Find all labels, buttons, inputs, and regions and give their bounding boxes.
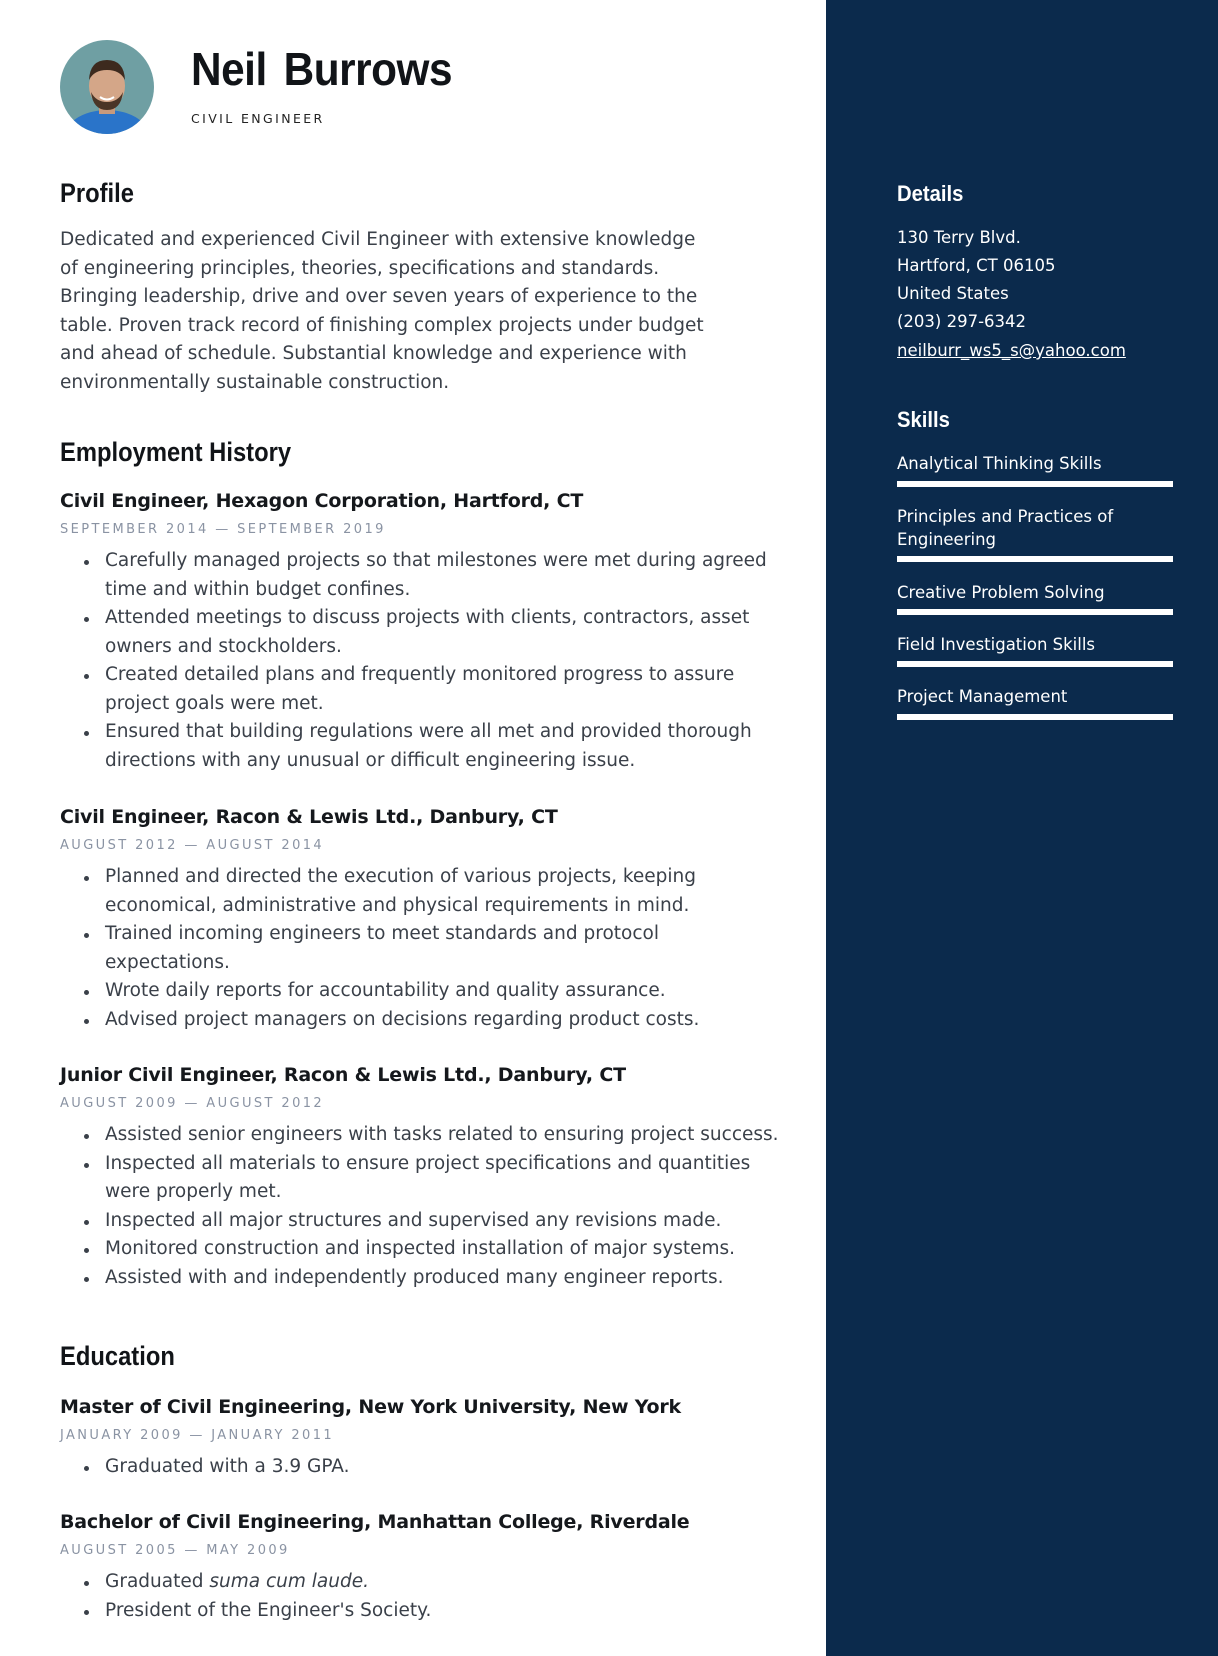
list-item: Assisted senior engineers with tasks related to ensuring project success.	[105, 1121, 785, 1150]
skill-bar-fill	[897, 661, 1173, 667]
bullet-italic-text: suma cum laude.	[209, 1571, 369, 1592]
education-heading: Education	[60, 1341, 175, 1371]
skill-label: Field Investigation Skills	[897, 635, 1096, 654]
skill-bar-fill	[897, 556, 1173, 562]
skill-bar	[897, 481, 1173, 487]
candidate-name: Neil Burrows	[191, 43, 453, 95]
details-heading: Details	[897, 181, 964, 206]
phone-number: (203) 297-6342	[897, 312, 1027, 331]
skill-bar	[897, 609, 1173, 615]
list-item: Attended meetings to discuss projects with clients, contractors, asset owners and stockholders.	[105, 604, 785, 661]
list-item: Assisted with and independently produced many engineer reports.	[105, 1264, 785, 1293]
job-dates: SEPTEMBER 2014 — SEPTEMBER 2019	[60, 522, 386, 537]
bullet-text: Graduated	[105, 1571, 210, 1592]
job-dates: AUGUST 2012 — AUGUST 2014	[60, 838, 325, 853]
job-dates: AUGUST 2009 — AUGUST 2012	[60, 1096, 325, 1111]
list-item	[105, 1568, 760, 1597]
skills-heading: Skills	[897, 407, 950, 432]
skill-bar-fill	[897, 481, 1173, 487]
job-entry	[60, 806, 760, 1034]
sidebar	[826, 0, 1218, 1656]
list-item: Advised project managers on decisions regarding product costs.	[105, 1006, 745, 1035]
job-bullets	[60, 547, 785, 775]
skill-label: Creative Problem Solving	[897, 583, 1105, 602]
education-title-line: Bachelor of Civil Engineering, Manhattan College, Riverdale	[60, 1511, 690, 1533]
skill-bar	[897, 661, 1173, 667]
email-link[interactable]: neilburr_ws5_s@yahoo.com	[897, 341, 1126, 360]
job-title-line: Civil Engineer, Racon & Lewis Ltd., Danbury, CT	[60, 806, 558, 828]
employment-heading: Employment History	[60, 437, 292, 467]
skill-label: Principles and Practices of Engineering	[897, 507, 1114, 549]
skill-label: Analytical Thinking Skills	[897, 454, 1102, 473]
list-item: Created detailed plans and frequently monitored progress to assure project goals were met.	[105, 661, 785, 718]
profile-heading: Profile	[60, 178, 134, 208]
profile-text: Dedicated and experienced Civil Engineer with extensive knowledge of engineering principles, theories, specifications and standards. Bringing leadership, drive and over seven years of experience to the table. Proven track record of finishing complex projects under budget and ahead of schedule. Substantial knowledge and experience with environmentally sustainable construction.	[60, 229, 704, 393]
list-item: Ensured that building regulations were all met and provided thorough directions with any unusual or difficult engineering issue.	[105, 718, 785, 775]
avatar	[60, 40, 154, 134]
education-dates: JANUARY 2009 — JANUARY 2011	[60, 1428, 335, 1443]
list-item: Graduated with a 3.9 GPA.	[105, 1453, 760, 1482]
address-line-2: Hartford, CT 06105	[897, 256, 1056, 275]
list-item: Planned and directed the execution of various projects, keeping economical, administrative and physical requirements in mind.	[105, 863, 745, 920]
job-bullets	[60, 863, 745, 1034]
job-bullets	[60, 1121, 785, 1292]
list-item: Monitored construction and inspected installation of major systems.	[105, 1235, 785, 1264]
job-title: CIVIL ENGINEER	[191, 111, 325, 126]
address-line-1: 130 Terry Blvd.	[897, 228, 1021, 247]
list-item: Carefully managed projects so that milestones were met during agreed time and within budget confines.	[105, 547, 785, 604]
education-entry	[60, 1511, 760, 1625]
list-item: Inspected all major structures and supervised any revisions made.	[105, 1207, 785, 1236]
list-item: Inspected all materials to ensure project specifications and quantities were properly met.	[105, 1150, 785, 1207]
education-bullets	[60, 1568, 760, 1625]
address-country: United States	[897, 284, 1009, 303]
skill-bar-fill	[897, 714, 1173, 720]
job-title-line: Civil Engineer, Hexagon Corporation, Hartford, CT	[60, 490, 584, 512]
education-entry	[60, 1396, 760, 1482]
skill-bar	[897, 556, 1173, 562]
job-title-line: Junior Civil Engineer, Racon & Lewis Ltd., Danbury, CT	[60, 1064, 626, 1086]
skill-bar	[897, 714, 1173, 720]
list-item: President of the Engineer's Society.	[105, 1597, 760, 1626]
education-title-line: Master of Civil Engineering, New York University, New York	[60, 1396, 681, 1418]
list-item: Wrote daily reports for accountability and quality assurance.	[105, 977, 745, 1006]
skill-bar-fill	[897, 609, 1173, 615]
job-entry	[60, 1064, 779, 1292]
education-bullets	[60, 1453, 760, 1482]
education-dates: AUGUST 2005 — MAY 2009	[60, 1543, 290, 1558]
job-entry	[60, 490, 767, 775]
skill-label: Project Management	[897, 687, 1068, 706]
list-item: Trained incoming engineers to meet standards and protocol expectations.	[105, 920, 745, 977]
